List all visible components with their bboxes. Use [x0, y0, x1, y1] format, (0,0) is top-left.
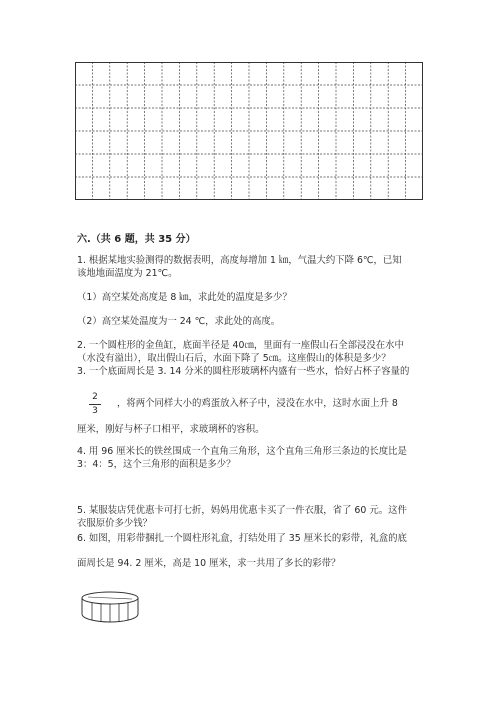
writing-grid — [75, 62, 423, 200]
question-6-text-cont: 面周长是 94. 2 厘米，高是 10 厘米，求一共用了多长的彩带？ — [77, 558, 341, 569]
question-1-subquestion-2: （2）高空某处温度为一 24 ℃，求此处的高度。 — [77, 316, 281, 327]
fraction-two-thirds — [89, 392, 101, 417]
question-5-text-cont: 衣服原价多少钱？ — [77, 518, 153, 529]
fraction-bar — [89, 404, 101, 405]
question-5-text: 5. 某服装店凭优惠卡可打七折，妈妈用优惠卡买了一件衣服，省了 60 元。这件 — [77, 505, 407, 516]
question-4-text-cont: 3：4：5，这个三角形的面积是多少？ — [77, 459, 236, 470]
question-3-text: 3. 一个底面周长是 3. 14 分米的圆柱形玻璃杯内盛有一些水，恰好占杯子容量的 — [77, 366, 410, 377]
section-title: 六.（共 6 题，共 35 分） — [77, 234, 196, 245]
question-3-text-end: 厘米，刚好与杯子口相平，求玻璃杯的容积。 — [77, 424, 265, 435]
question-1-text: 1. 根据某地实验测得的数据表明，高度每增加 1 ㎞，气温大约下降 6℃，已知 — [77, 255, 402, 266]
question-2-text: 2. 一个圆柱形的金鱼缸，底面半径是 40㎝，里面有一座假山石全部浸没在水中 — [77, 340, 404, 351]
question-3-text-cont: ，将两个同样大小的鸡蛋放入杯子中，浸没在水中，这时水面上升 8 — [117, 398, 398, 409]
question-2-text-cont: （水没有溢出），取出假山石后，水面下降了 5㎝。这座假山的体积是多少？ — [77, 353, 391, 364]
question-1-subquestion-1: （1）高空某处高度是 8 ㎞，求此处的温度是多少？ — [77, 292, 292, 303]
question-6-text: 6. 如图，用彩带捆扎一个圆柱形礼盒，打结处用了 35 厘米长的彩带，礼盒的底 — [77, 533, 407, 544]
fraction-numerator: 2 — [92, 392, 98, 402]
cylinder-gift-box-figure — [78, 589, 142, 625]
fraction-denominator: 3 — [92, 406, 98, 416]
question-1-text-cont: 该地地面温度为 21℃。 — [77, 268, 178, 279]
question-4-text: 4. 用 96 厘米长的铁丝围成一个直角三角形，这个直角三角形三条边的长度比是 — [77, 446, 407, 457]
